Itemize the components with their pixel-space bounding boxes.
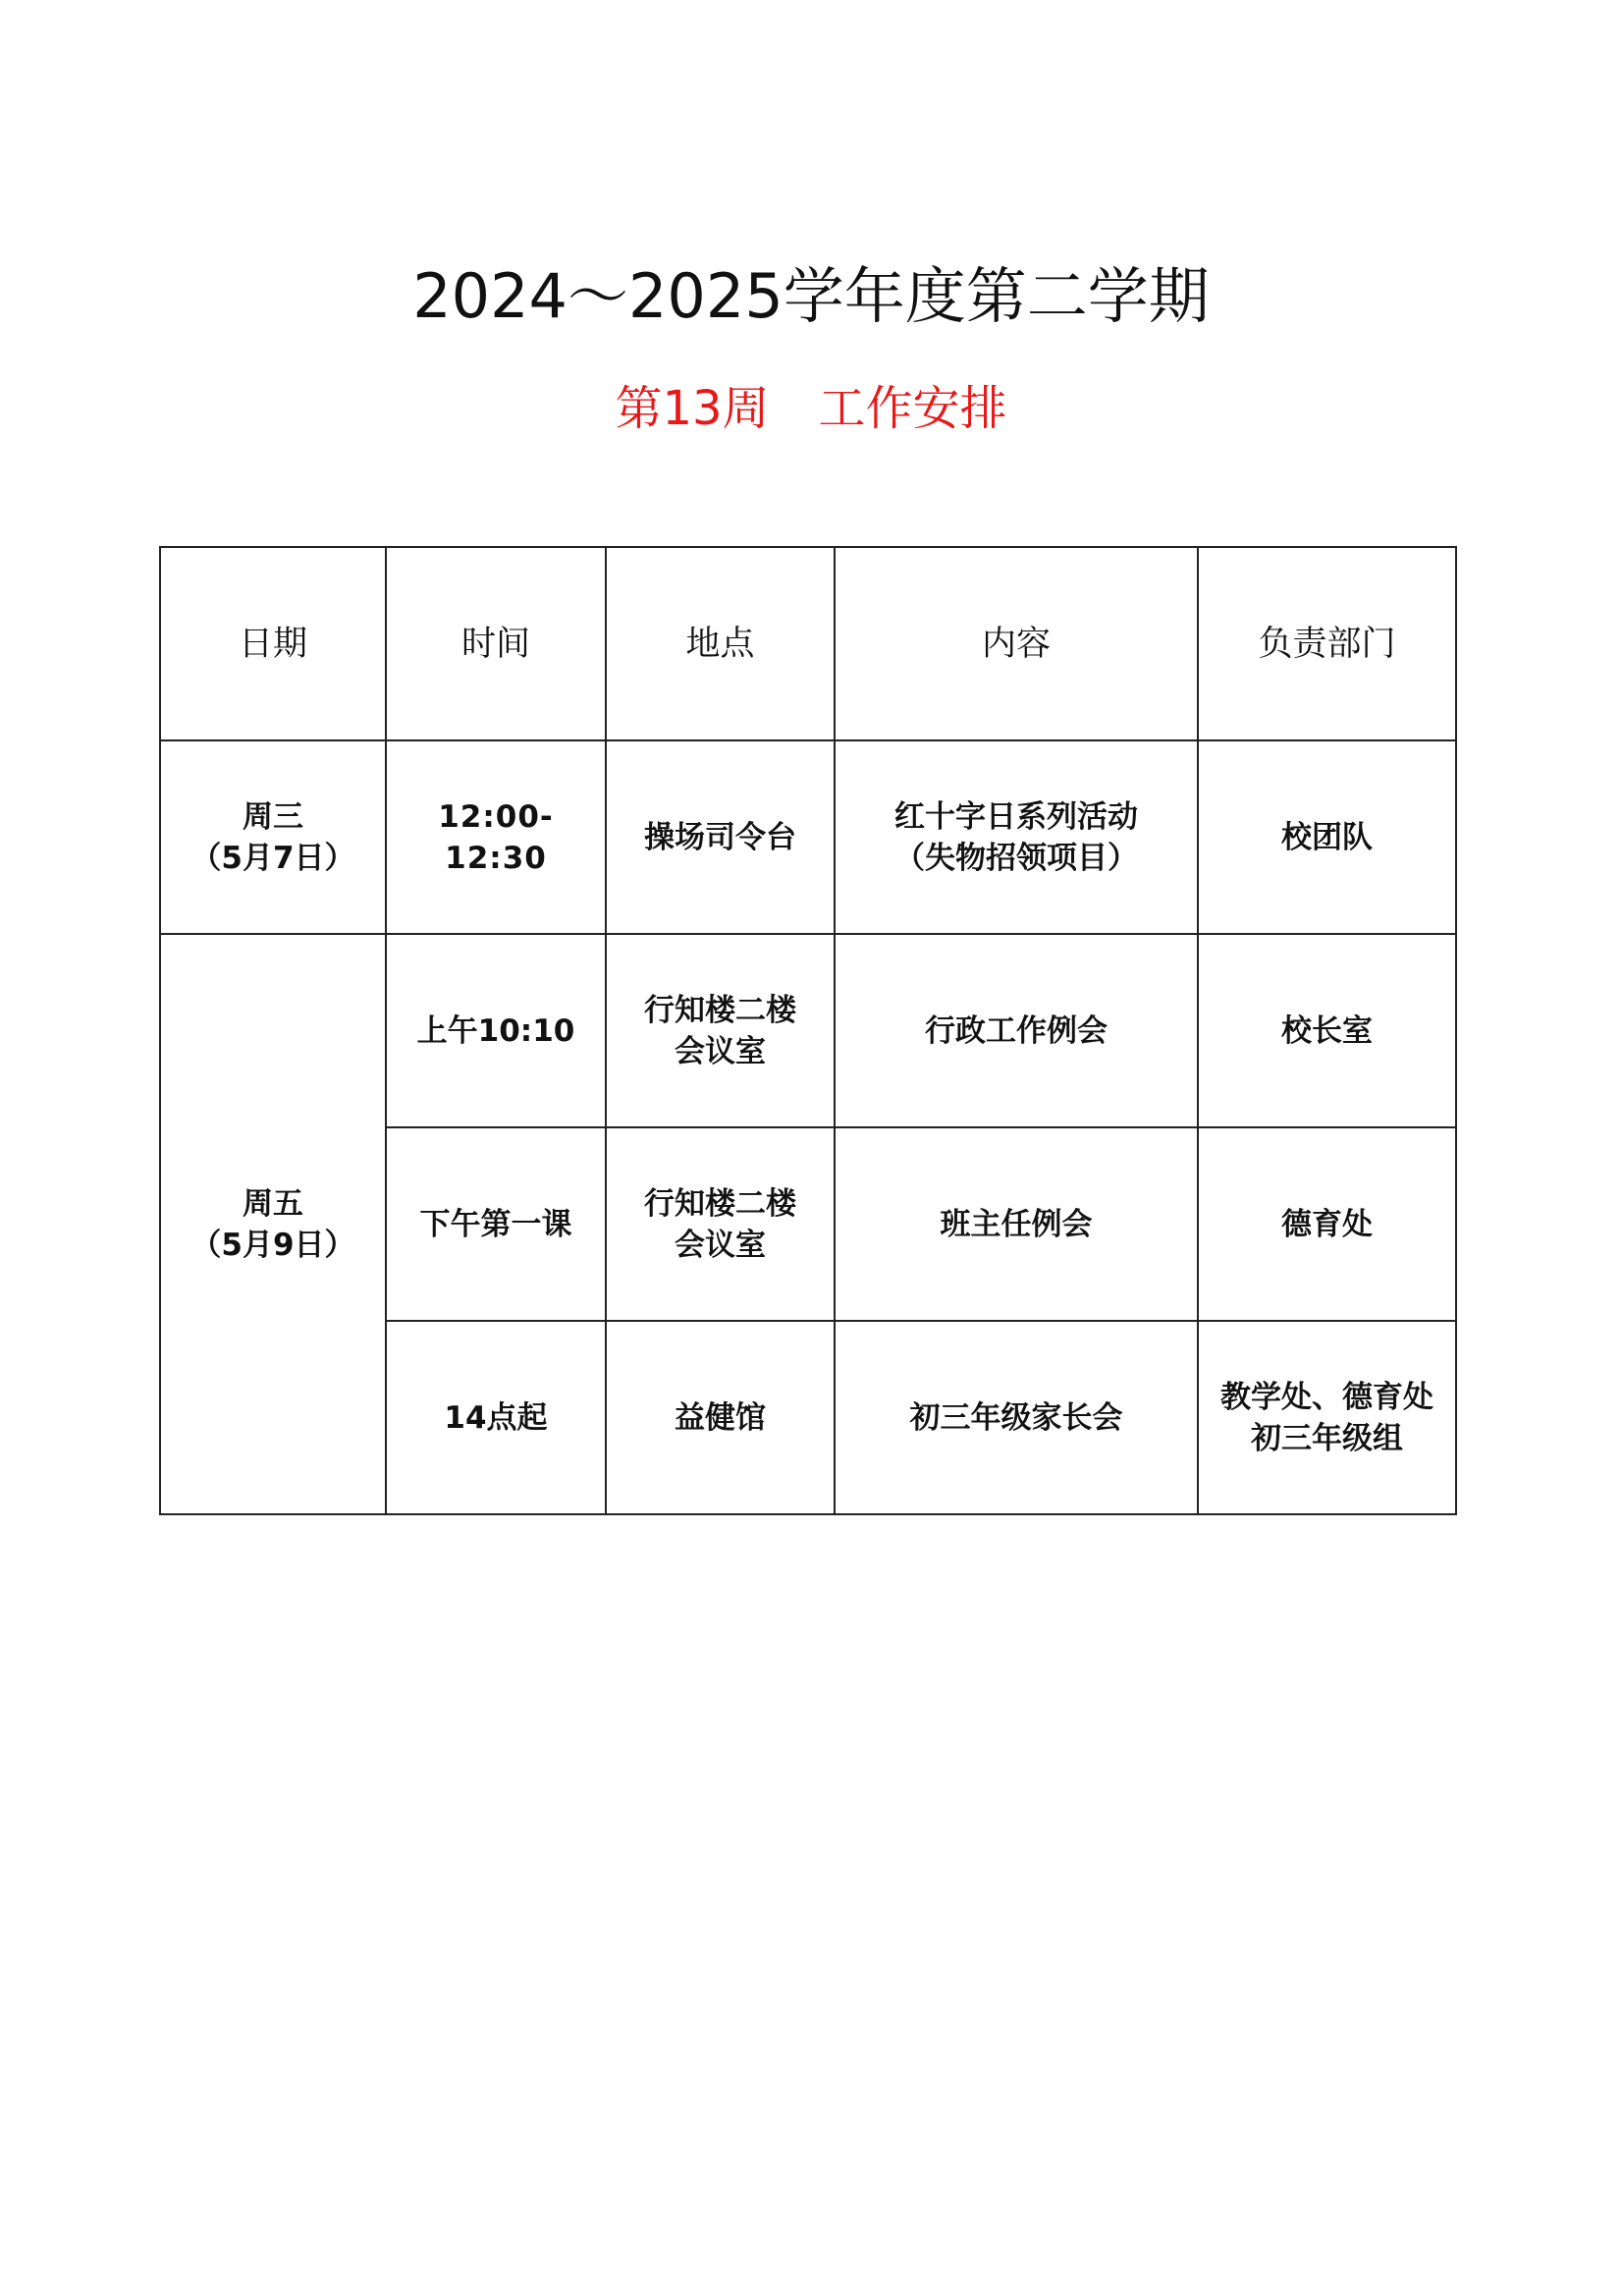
table-row <box>160 740 1456 934</box>
week-label: 第13周 <box>615 381 770 436</box>
content-cell <box>835 740 1198 934</box>
time-value: 14点起 <box>444 1399 548 1436</box>
column-header-dept: 负责部门 <box>1198 547 1456 740</box>
content-cell <box>835 1321 1198 1514</box>
place-value: 操场司令台 <box>644 819 796 855</box>
place-cell <box>606 1321 835 1514</box>
date-day: 周五 <box>243 1185 303 1222</box>
place-value: 益健馆 <box>675 1399 766 1436</box>
time-value: 12:00-12:30 <box>438 798 554 876</box>
dept-value: 校长室 <box>1281 1012 1373 1049</box>
content-cell <box>835 1127 1198 1321</box>
column-header-time: 时间 <box>386 547 606 740</box>
subtitle-label: 工作安排 <box>818 381 1007 436</box>
table-header-row <box>160 547 1456 740</box>
table-row <box>160 934 1456 1127</box>
date-cell <box>160 934 386 1514</box>
page-title: 2024～2025学年度第二学期 <box>412 260 1210 332</box>
column-header-date: 日期 <box>160 547 386 740</box>
time-value: 上午10:10 <box>416 1012 575 1049</box>
column-header-content: 内容 <box>835 547 1198 740</box>
dept-value: 德育处 <box>1281 1206 1373 1242</box>
page-subtitle <box>0 377 1622 440</box>
dept-value: 校团队 <box>1281 819 1373 855</box>
place-line: 行知楼二楼 <box>644 1185 796 1222</box>
dept-line: 初三年级组 <box>1251 1420 1403 1456</box>
place-cell <box>606 934 835 1127</box>
place-cell <box>606 1127 835 1321</box>
content-line: 班主任例会 <box>940 1206 1093 1242</box>
time-cell <box>386 1321 606 1514</box>
date-day: 周三 <box>243 798 303 835</box>
dept-line: 教学处、德育处 <box>1220 1379 1433 1415</box>
time-cell <box>386 1127 606 1321</box>
dept-cell <box>1198 740 1456 934</box>
time-cell <box>386 740 606 934</box>
place-cell <box>606 740 835 934</box>
content-line: 初三年级家长会 <box>909 1399 1123 1436</box>
date-day-detail: （5月7日） <box>190 840 355 876</box>
time-value: 下午第一课 <box>419 1206 572 1242</box>
time-cell <box>386 934 606 1127</box>
content-line: 红十字日系列活动 <box>894 798 1138 835</box>
place-line: 会议室 <box>675 1033 766 1069</box>
dept-cell <box>1198 1321 1456 1514</box>
schedule-table <box>159 546 1457 1515</box>
date-cell <box>160 740 386 934</box>
place-line: 会议室 <box>675 1227 766 1263</box>
column-header-place: 地点 <box>606 547 835 740</box>
place-line: 行知楼二楼 <box>644 992 796 1028</box>
content-cell <box>835 934 1198 1127</box>
date-day-detail: （5月9日） <box>190 1227 355 1263</box>
content-line: （失物招领项目） <box>894 840 1138 876</box>
dept-cell <box>1198 934 1456 1127</box>
dept-cell <box>1198 1127 1456 1321</box>
content-line: 行政工作例会 <box>925 1012 1108 1049</box>
